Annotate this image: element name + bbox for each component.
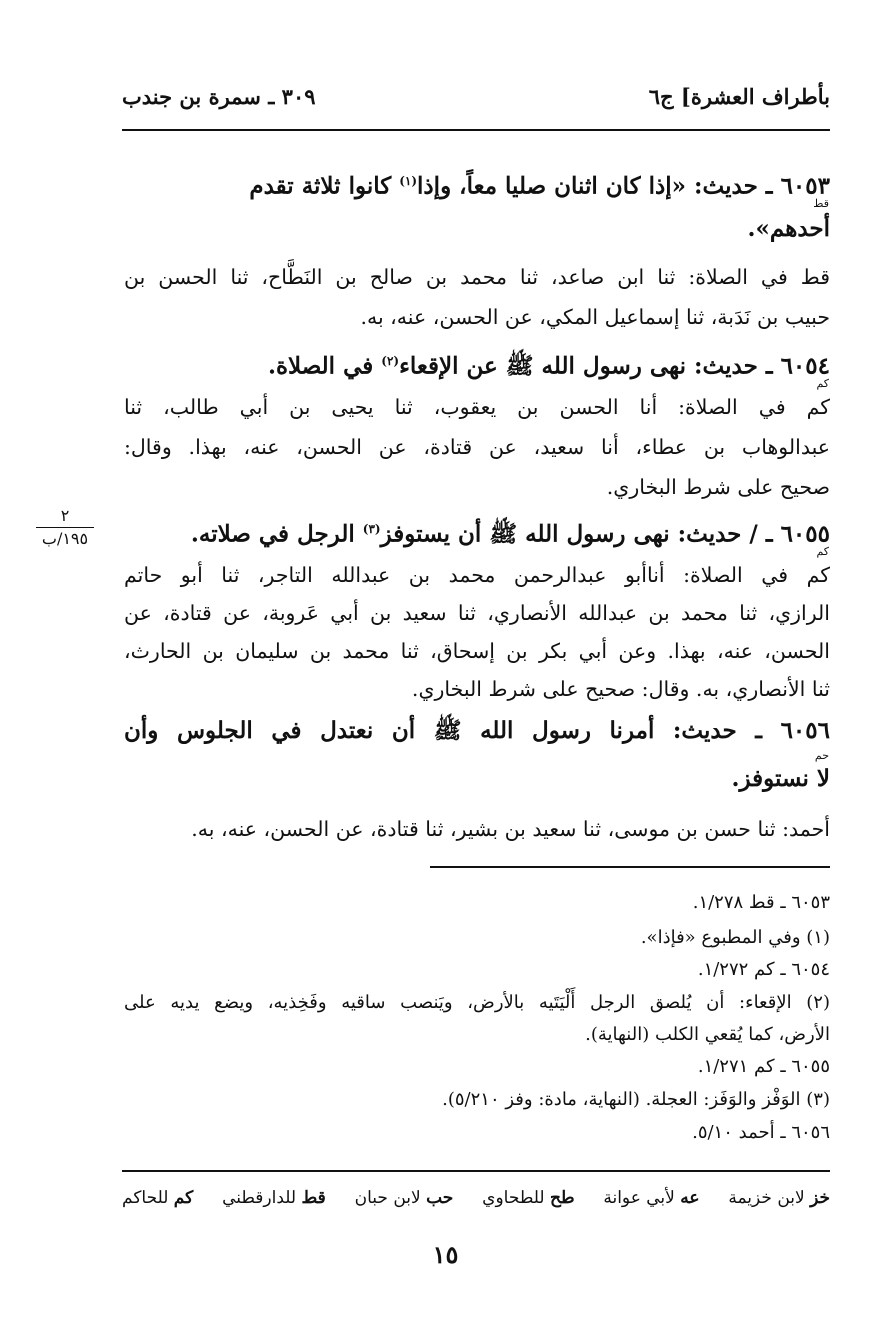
margin-manuscript-ref: [30, 507, 100, 548]
abbr-name: للحاكم: [122, 1188, 169, 1208]
footnote-line: ٦٠٥٤ ـ كم ١/٢٧٢.: [697, 959, 830, 980]
margin-ref-top: ٢: [60, 506, 70, 525]
abbr-item: [222, 1188, 326, 1208]
header-rule: [122, 129, 830, 131]
entry-6054-body-line2: عبدالوهاب بن عطاء، أنا سعيد، عن قتادة، عن الحسن، عنه، بهذا. وقال:: [124, 435, 830, 459]
footnote-line: ٦٠٥٦ ـ أحمد ٥/١٠.: [692, 1122, 830, 1143]
abbreviation-key: [122, 1188, 830, 1208]
abbr-name: للطحاوي: [482, 1188, 545, 1208]
entry-6054-body-line3: صحيح على شرط البخاري.: [606, 475, 830, 499]
footnote-line: ٦٠٥٥ ـ كم ١/٢٧١.: [697, 1056, 830, 1077]
abbr-item: [728, 1188, 830, 1208]
footnote-line: (٢) الإقعاء: أن يُلصق الرجل أَلْيَتَيه بالأرض، ويَنصب ساقيه وفَخِذيه، ويضع يديه على: [124, 992, 830, 1013]
entry-number: ٦٠٥٥: [780, 520, 830, 548]
heading-text-cont: كانوا ثلاثة تقدم: [249, 172, 392, 200]
header-book-title: بأطراف العشرة] ج٦: [648, 84, 830, 109]
heading-text: ـ / حديث: نهى رسول الله ﷺ أن يستوفز: [380, 520, 773, 548]
abbr-item: [482, 1188, 574, 1208]
entry-6053-heading: [249, 166, 830, 202]
abbr-code: عه: [680, 1188, 700, 1208]
entry-6055-sigla: كم: [816, 545, 829, 558]
entry-6055-body-line3: الحسن، عنه، بهذا. وعن أبي بكر بن إسحاق، ثنا محمد بن سليمان بن الحارث،: [124, 639, 830, 663]
entry-6056-heading: [124, 716, 830, 746]
entry-6054-body-line1: كم في الصلاة: أنا الحسن بن يعقوب، ثنا يحيى بن أبي طالب، ثنا: [124, 395, 830, 419]
footer-rule: [122, 1170, 830, 1172]
footnote-line: ٦٠٥٣ ـ قط ١/٢٧٨.: [692, 892, 830, 913]
margin-ref-bottom: ١٩٥/ب: [41, 529, 89, 548]
entry-6054-heading: [268, 346, 830, 382]
entry-6054-sigla: كم: [816, 377, 829, 390]
abbr-name: للدارقطني: [222, 1188, 297, 1208]
footnote-line: (٣) الوَفْز والوَفَز: العجلة. (النهاية، مادة: وفز ٥/٢١٠).: [442, 1089, 830, 1110]
abbr-code: حب: [426, 1188, 454, 1208]
entry-6056-heading-line2: لا نستوفز.: [731, 765, 830, 792]
heading-text-cont: الرجل في صلاته.: [190, 520, 355, 548]
entry-6053-body-line2: حبيب بن نَدَبة، ثنا إسماعيل المكي، عن الحسن، عنه، به.: [360, 305, 830, 329]
entry-number: ٦٠٥٤: [780, 352, 830, 380]
heading-text: ـ حديث: «إذا كان اثنان صليا معاً، وإذا: [417, 172, 773, 200]
abbr-item: [355, 1188, 454, 1208]
heading-text-cont: في الصلاة.: [267, 352, 374, 380]
header-chapter-title: ٣٠٩ ـ سمرة بن جندب: [122, 84, 316, 109]
entry-6055-body-line4: ثنا الأنصاري، به. وقال: صحيح على شرط البخاري.: [411, 677, 830, 701]
footnote-marker[interactable]: (١): [399, 174, 418, 188]
page-number: ١٥: [432, 1240, 459, 1269]
abbr-code: خز: [810, 1188, 830, 1208]
entry-6055-body-line1: كم في الصلاة: أناأبو عبدالرحمن محمد بن عبدالله التاجر، ثنا أبو حاتم: [124, 563, 830, 587]
entry-6053-sigla: قط: [813, 197, 829, 210]
abbr-name: لابن خزيمة: [728, 1188, 805, 1208]
entry-6053-body-line1: قط في الصلاة: ثنا ابن صاعد، ثنا محمد بن صالح بن النَطَّاح، ثنا الحسن بن: [124, 265, 830, 289]
entry-number: ٦٠٥٣: [780, 172, 830, 200]
footnote-line: الأرض، كما يُقعي الكلب (النهاية).: [585, 1024, 830, 1045]
footnote-separator: [430, 866, 830, 868]
entry-6055-body-line2: الرازي، ثنا محمد بن عبدالله الأنصاري، ثنا سعيد بن أبي عَروبة، عن قتادة، عن: [124, 601, 830, 625]
heading-text: ـ حديث: أمرنا رسول الله ﷺ أن نعتدل في الجلوس وأن: [124, 717, 762, 744]
entry-6055-heading: [191, 514, 830, 550]
footnote-line: (١) وفي المطبوع «فإذا».: [640, 927, 830, 948]
entry-number: ٦٠٥٦: [780, 717, 830, 744]
heading-text: ـ حديث: نهى رسول الله ﷺ عن الإقعاء: [399, 352, 773, 380]
abbr-item: [603, 1188, 699, 1208]
margin-ref-rule: [36, 527, 94, 528]
running-header: [122, 84, 830, 118]
abbr-code: كم: [173, 1188, 194, 1208]
entry-6056-sigla: حم: [814, 749, 829, 762]
abbr-name: لأبي عوانة: [603, 1188, 675, 1208]
abbr-item: [122, 1188, 193, 1208]
abbr-code: قط: [301, 1188, 326, 1208]
abbr-name: لابن حبان: [354, 1188, 421, 1208]
entry-6053-heading-line2: أحدهم».: [747, 215, 830, 242]
footnote-marker[interactable]: (٢): [381, 354, 400, 368]
entry-6056-body-line1: أحمد: ثنا حسن بن موسى، ثنا سعيد بن بشير، ثنا قتادة، عن الحسن، عنه، به.: [191, 817, 830, 841]
footnote-marker[interactable]: (٣): [362, 522, 381, 536]
abbr-code: طح: [549, 1188, 575, 1208]
